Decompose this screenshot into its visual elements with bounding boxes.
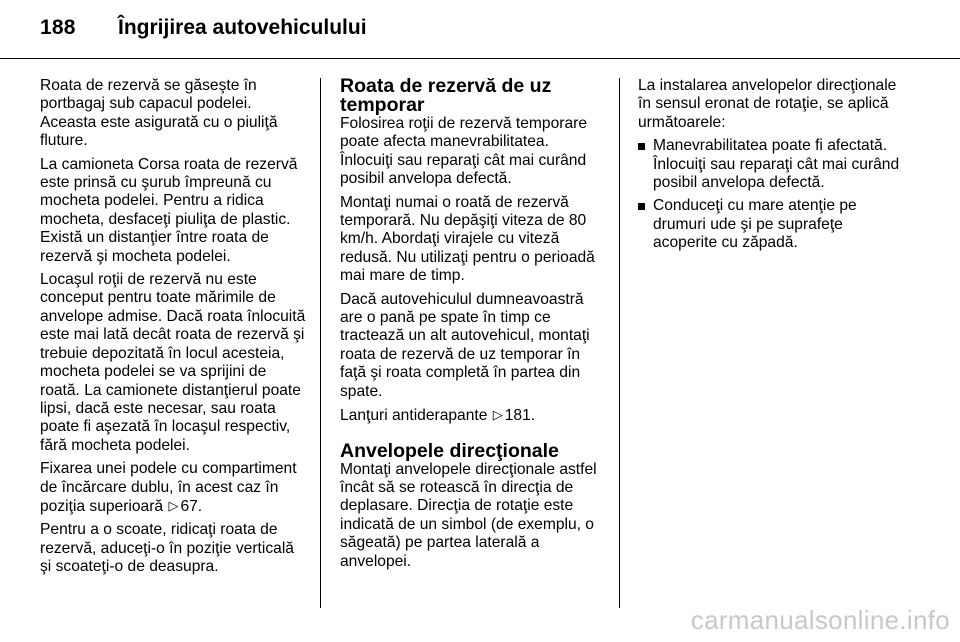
column-divider: [619, 78, 620, 608]
paragraph-temporary-handling: Folosirea roţii de rezervă temporare poate afecta manevrabilitatea. Înlocuiţi sau reparaţi cât mai curând posibil anvelopa defectă.: [340, 115, 588, 188]
heading-directional-tyres: Anvelopele direcţionale: [340, 439, 559, 462]
paragraph-temporary-speed: Montaţi numai o roată de rezervă temporară. Nu depăşiţi viteza de 80 km/h. Abordaţi virajele cu viteză redusă. Nu utilizaţi pentru o perioadă mai mare de timp.: [340, 193, 595, 285]
paragraph-spare-wheel-well: Locaşul roţii de rezervă nu este conceput pentru toate mărimile de anvelope admise. Dacă roata înlocuită este mai lată decât roata de rezervă şi trebuie depozitată în locul acesteia, mocheta podelei se va sprijini de roată. La camionete distanţierul poate lipsi, dacă este necesar, sau roata poate fi aşezată în locaşul respectiv, fără mocheta podelei.: [40, 271, 306, 454]
square-bullet-icon: [638, 203, 645, 210]
square-bullet-icon: [638, 143, 645, 150]
paragraph-directional-tyres: Montaţi anvelopele direcţionale astfel încât să se rotească în direcţia de deplasare. Direcţia de rotaţie este indicată de un simbol (de exemplu, o săgeată) pe partea laterală a anvelopei.: [340, 460, 597, 570]
paragraph-double-floor-text: Fixarea unei podele cu compartiment de încărcare dublu, în acest caz în poziţia superioară: [40, 460, 297, 515]
page-reference-icon: ▷: [168, 497, 179, 513]
paragraph-spare-wheel-location: Roata de rezervă se găseşte în portbagaj sub capacul podelei. Aceasta este asigurată cu o piuliţă fluture.: [40, 77, 278, 150]
heading-temporary-spare: Roata de rezervă de uz temporar: [340, 75, 552, 116]
list-item-text: Conduceţi cu mare atenţie pe drumuri ude şi pe suprafeţe acoperite cu zăpadă.: [653, 197, 857, 252]
column-1: [40, 77, 308, 582]
column-3: [638, 77, 906, 258]
page-reference-link[interactable]: 181.: [504, 407, 536, 425]
paragraph-snow-chains: [340, 406, 606, 425]
paragraph-towing: Dacă autovehiculul dumneavoastră are o pană pe spate în timp ce tractează un alt autovehicul, montaţi roata de rezervă de uz temporar în faţă şi roata completă în partea din spate.: [340, 290, 590, 400]
paragraph-double-floor: [40, 460, 308, 516]
page-number: 188: [40, 16, 76, 39]
list-item: [638, 137, 906, 192]
paragraph-wrong-direction: La instalarea anvelopelor direcţionale în sensul eronat de rotaţie, se aplică următoarele:: [638, 77, 897, 131]
bullet-list: [638, 137, 906, 252]
page-reference-link[interactable]: 67.: [180, 497, 203, 515]
page-header: [0, 0, 960, 59]
list-item: [638, 197, 906, 252]
paragraph-corsa-van: La camioneta Corsa roata de rezervă este prinsă cu şurub împreună cu mocheta podelei. Pentru a ridica mocheta, desfaceţi piuliţa de plastic. Există un distanţier între roata de rezervă şi mocheta podelei.: [40, 155, 298, 265]
list-item-text: Manevrabilitatea poate fi afectată. Înlocuiţi sau reparaţi cât mai curând posibil anvelopa defectă.: [653, 137, 900, 192]
page-title: Îngrijirea autovehiculului: [118, 16, 367, 39]
watermark: carmanualsonline.info: [690, 605, 950, 635]
page-reference-icon: ▷: [492, 407, 503, 423]
paragraph-snow-chains-text: Lanţuri antiderapante: [340, 407, 488, 425]
paragraph-remove-spare: Pentru a o scoate, ridicaţi roata de rezervă, aduceţi-o în poziţie verticală şi scoateţi-o de deasupra.: [40, 521, 294, 576]
column-divider: [320, 78, 321, 608]
column-2: [340, 77, 606, 576]
